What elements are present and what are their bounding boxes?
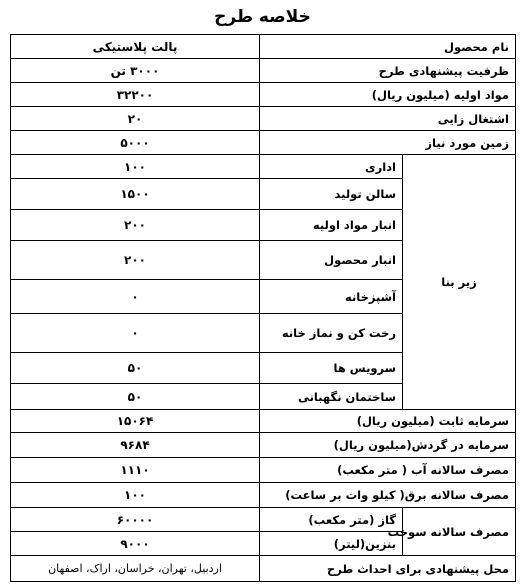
table-row	[11, 155, 516, 179]
sub-label: گاز (متر مکعب)	[260, 508, 403, 532]
sub-label: انبار محصول	[260, 241, 403, 280]
row-label: مصرف سالانه آب ( متر مکعب)	[260, 458, 516, 483]
sub-value: ۰	[11, 280, 260, 314]
sub-value: ۱۵۰۰	[11, 179, 260, 210]
row-label: ظرفیت پیشنهادی طرح	[260, 59, 516, 83]
row-value: ۹۶۸۴	[11, 433, 260, 458]
sub-label: اداری	[260, 155, 403, 179]
sub-label: آشپزخانه	[260, 280, 403, 314]
sub-value: ۲۰۰	[11, 241, 260, 280]
row-value: ۱۱۱۰	[11, 458, 260, 483]
summary-table	[10, 34, 516, 582]
table-row	[11, 556, 516, 582]
row-value: ۱۰۰	[11, 483, 260, 508]
row-value: اردبیل، تهران، خراسان، اراک، اصفهان	[11, 556, 260, 582]
sub-label: ساختمان نگهبانی	[260, 384, 403, 410]
table-row	[11, 433, 516, 458]
row-label: مواد اولیه (میلیون ریال)	[260, 83, 516, 107]
group-label-fuel: مصرف سالانه سوخت	[403, 508, 516, 556]
row-value: ۵۰۰۰	[11, 131, 260, 155]
row-label: محل پیشنهادی برای احداث طرح	[260, 556, 516, 582]
row-label: زمین مورد نیاز	[260, 131, 516, 155]
row-label: اشتغال زایی	[260, 107, 516, 131]
table-row	[11, 508, 516, 532]
row-value: ۲۰	[11, 107, 260, 131]
table-row	[11, 59, 516, 83]
table-row	[11, 483, 516, 508]
group-label-infrastructure: زیر بنا	[403, 155, 516, 410]
table-row	[11, 410, 516, 433]
row-value: ۳۲۲۰۰	[11, 83, 260, 107]
sub-label: سرویس ها	[260, 353, 403, 384]
sub-label: سالن تولید	[260, 179, 403, 210]
row-label: مصرف سالانه برق( کیلو وات بر ساعت)	[260, 483, 516, 508]
sub-value: ۲۰۰	[11, 210, 260, 241]
row-value: ۳۰۰۰ تن	[11, 59, 260, 83]
sub-label: رخت کن و نماز خانه	[260, 314, 403, 353]
sub-value: ۱۰۰	[11, 155, 260, 179]
row-label: سرمایه ثابت (میلیون ریال)	[260, 410, 516, 433]
sub-label: بنزین(لیتر)	[260, 532, 403, 556]
sub-value: ۰	[11, 314, 260, 353]
sub-value: ۹۰۰۰	[11, 532, 260, 556]
table-row	[11, 35, 516, 59]
row-value: ۱۵۰۶۴	[11, 410, 260, 433]
sub-value: ۵۰	[11, 384, 260, 410]
row-value: پالت پلاستیکی	[11, 35, 260, 59]
sub-value: ۵۰	[11, 353, 260, 384]
sub-value: ۶۰۰۰۰	[11, 508, 260, 532]
row-label: سرمایه در گردش(میلیون ریال)	[260, 433, 516, 458]
table-row	[11, 131, 516, 155]
table-row	[11, 107, 516, 131]
row-label: نام محصول	[260, 35, 516, 59]
table-row	[11, 458, 516, 483]
sub-label: انبار مواد اولیه	[260, 210, 403, 241]
page-title: خلاصه طرح	[214, 7, 311, 27]
table-row	[11, 83, 516, 107]
